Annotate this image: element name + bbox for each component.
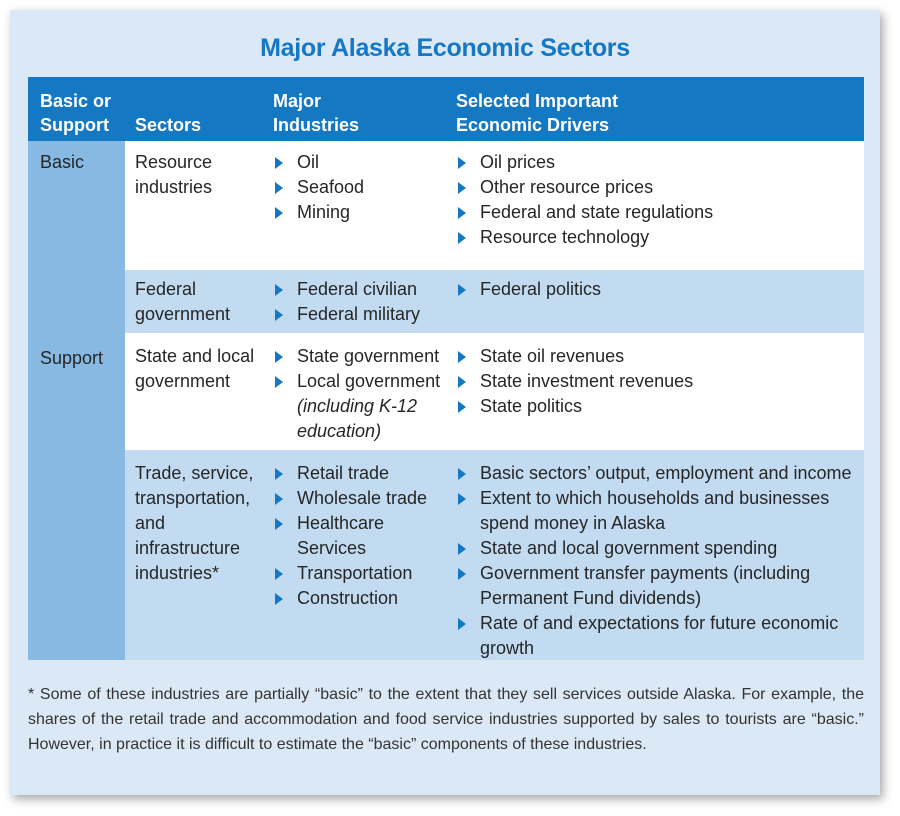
list-item xyxy=(456,611,852,661)
industries-list xyxy=(273,150,364,225)
list-item xyxy=(456,561,852,611)
list-item-text: State oil revenues xyxy=(480,346,625,366)
list-item-text: Federal politics xyxy=(480,279,602,299)
header-line: Economic Drivers xyxy=(456,115,610,135)
list-item-text: Federal military xyxy=(297,304,421,324)
list-item xyxy=(273,511,427,561)
header-line: Basic or xyxy=(40,91,112,111)
right-triangle-icon xyxy=(275,493,283,505)
right-triangle-icon xyxy=(458,568,466,580)
list-item-continuation: spend money in Alaska xyxy=(480,513,666,533)
list-item xyxy=(273,561,427,586)
list-item-text: Transportation xyxy=(297,563,413,583)
list-item xyxy=(456,369,693,394)
list-item-text: State and local government spending xyxy=(480,538,778,558)
list-item xyxy=(456,536,852,561)
list-item xyxy=(273,175,364,200)
header-drivers xyxy=(456,89,618,137)
list-item-text: Government transfer payments (including xyxy=(480,563,811,583)
page-title: Major Alaska Economic Sectors xyxy=(260,34,630,62)
list-item-text: Construction xyxy=(297,588,399,608)
right-triangle-icon xyxy=(458,618,466,630)
row-label-support: Support xyxy=(40,348,104,368)
list-item xyxy=(273,586,427,611)
table-row xyxy=(125,333,864,450)
right-triangle-icon xyxy=(458,401,466,413)
header-line: Support xyxy=(40,115,109,135)
list-item xyxy=(273,344,440,369)
industries-list xyxy=(273,344,440,444)
sector-line: transportation, xyxy=(135,488,251,508)
sector-cell xyxy=(135,150,212,200)
right-triangle-icon xyxy=(458,468,466,480)
list-item-text: Local government xyxy=(297,371,441,391)
sector-line: government xyxy=(135,371,231,391)
list-item xyxy=(456,461,852,486)
drivers-list xyxy=(456,461,852,661)
header-line: Industries xyxy=(273,115,360,135)
industries-list xyxy=(273,461,427,611)
right-triangle-icon xyxy=(458,543,466,555)
header-sectors: Sectors xyxy=(135,115,202,135)
list-item xyxy=(273,302,420,327)
sector-cell xyxy=(135,277,230,327)
header-basic-or-support xyxy=(40,89,111,137)
list-item-text: Seafood xyxy=(297,177,365,197)
drivers-list xyxy=(456,150,713,250)
row-label-basic: Basic xyxy=(40,152,85,172)
list-item-continuation: Services xyxy=(297,538,367,558)
sector-line: government xyxy=(135,304,231,324)
right-triangle-icon xyxy=(275,284,283,296)
sector-cell xyxy=(135,344,254,394)
list-item-text: Resource technology xyxy=(480,227,650,247)
right-triangle-icon xyxy=(458,207,466,219)
list-item xyxy=(273,150,364,175)
industries-list xyxy=(273,277,420,327)
list-item-text: Rate of and expectations for future economic xyxy=(480,613,839,633)
table-row xyxy=(125,270,864,333)
list-item xyxy=(456,277,601,302)
right-triangle-icon xyxy=(458,182,466,194)
list-item-text: Basic sectors’ output, employment and income xyxy=(480,463,852,483)
right-triangle-icon xyxy=(275,351,283,363)
sector-line: Resource xyxy=(135,152,213,172)
list-item-continuation: growth xyxy=(480,638,535,658)
list-item-text: Other resource prices xyxy=(480,177,654,197)
basic-support-column xyxy=(28,141,125,660)
list-item xyxy=(273,369,440,444)
list-item-text: Retail trade xyxy=(297,463,390,483)
industry-note: (including K-12 xyxy=(297,396,418,416)
right-triangle-icon xyxy=(458,493,466,505)
list-item xyxy=(456,175,713,200)
list-item-text: State government xyxy=(297,346,440,366)
header-line: Selected Important xyxy=(456,91,619,111)
right-triangle-icon xyxy=(275,518,283,530)
list-item-continuation: Permanent Fund dividends) xyxy=(480,588,702,608)
list-item-text: Wholesale trade xyxy=(297,488,428,508)
list-item xyxy=(456,486,852,536)
list-item xyxy=(456,150,713,175)
right-triangle-icon xyxy=(275,309,283,321)
sector-line: industries* xyxy=(135,563,220,583)
list-item-text: State politics xyxy=(480,396,583,416)
list-item xyxy=(456,200,713,225)
list-item-text: Oil xyxy=(297,152,319,172)
list-item xyxy=(456,394,693,419)
list-item xyxy=(456,225,713,250)
right-triangle-icon xyxy=(458,157,466,169)
sector-line: and xyxy=(135,513,166,533)
sector-line: Federal xyxy=(135,279,197,299)
sector-cell xyxy=(135,461,253,586)
right-triangle-icon xyxy=(275,376,283,388)
drivers-list xyxy=(456,344,693,419)
footnote: * Some of these industries are partially “basic” to the extent that they sell services outside Alaska. For example, the shares of the retail trade and accommodation and food service industries supported by sales to tourists are “basic.” However, in practice it is difficult to estimate the “basic” components of these industries. xyxy=(28,686,864,753)
sector-line: industries xyxy=(135,177,213,197)
header-major-industries xyxy=(273,89,359,137)
right-triangle-icon xyxy=(458,284,466,296)
sectors-table xyxy=(28,77,864,660)
list-item-text: Federal and state regulations xyxy=(480,202,714,222)
right-triangle-icon xyxy=(275,593,283,605)
right-triangle-icon xyxy=(458,376,466,388)
sectors-card xyxy=(10,10,880,795)
right-triangle-icon xyxy=(275,568,283,580)
right-triangle-icon xyxy=(275,182,283,194)
right-triangle-icon xyxy=(275,468,283,480)
right-triangle-icon xyxy=(458,351,466,363)
list-item-text: Mining xyxy=(297,202,351,222)
sector-line: State and local xyxy=(135,346,255,366)
list-item xyxy=(456,344,693,369)
table-header xyxy=(28,77,864,141)
table-row xyxy=(125,450,864,660)
list-item-text: Extent to which households and businesses xyxy=(480,488,830,508)
list-item-text: Healthcare xyxy=(297,513,385,533)
drivers-list xyxy=(456,277,601,302)
list-item xyxy=(273,486,427,511)
right-triangle-icon xyxy=(275,207,283,219)
industry-note: education) xyxy=(297,421,382,441)
header-line: Major xyxy=(273,91,322,111)
list-item-text: Oil prices xyxy=(480,152,556,172)
list-item xyxy=(273,277,420,302)
table-row xyxy=(125,141,864,270)
sector-line: infrastructure xyxy=(135,538,241,558)
list-item xyxy=(273,461,427,486)
right-triangle-icon xyxy=(458,232,466,244)
list-item-text: Federal civilian xyxy=(297,279,418,299)
sector-line: Trade, service, xyxy=(135,463,254,483)
list-item xyxy=(273,200,364,225)
right-triangle-icon xyxy=(275,157,283,169)
list-item-text: State investment revenues xyxy=(480,371,694,391)
